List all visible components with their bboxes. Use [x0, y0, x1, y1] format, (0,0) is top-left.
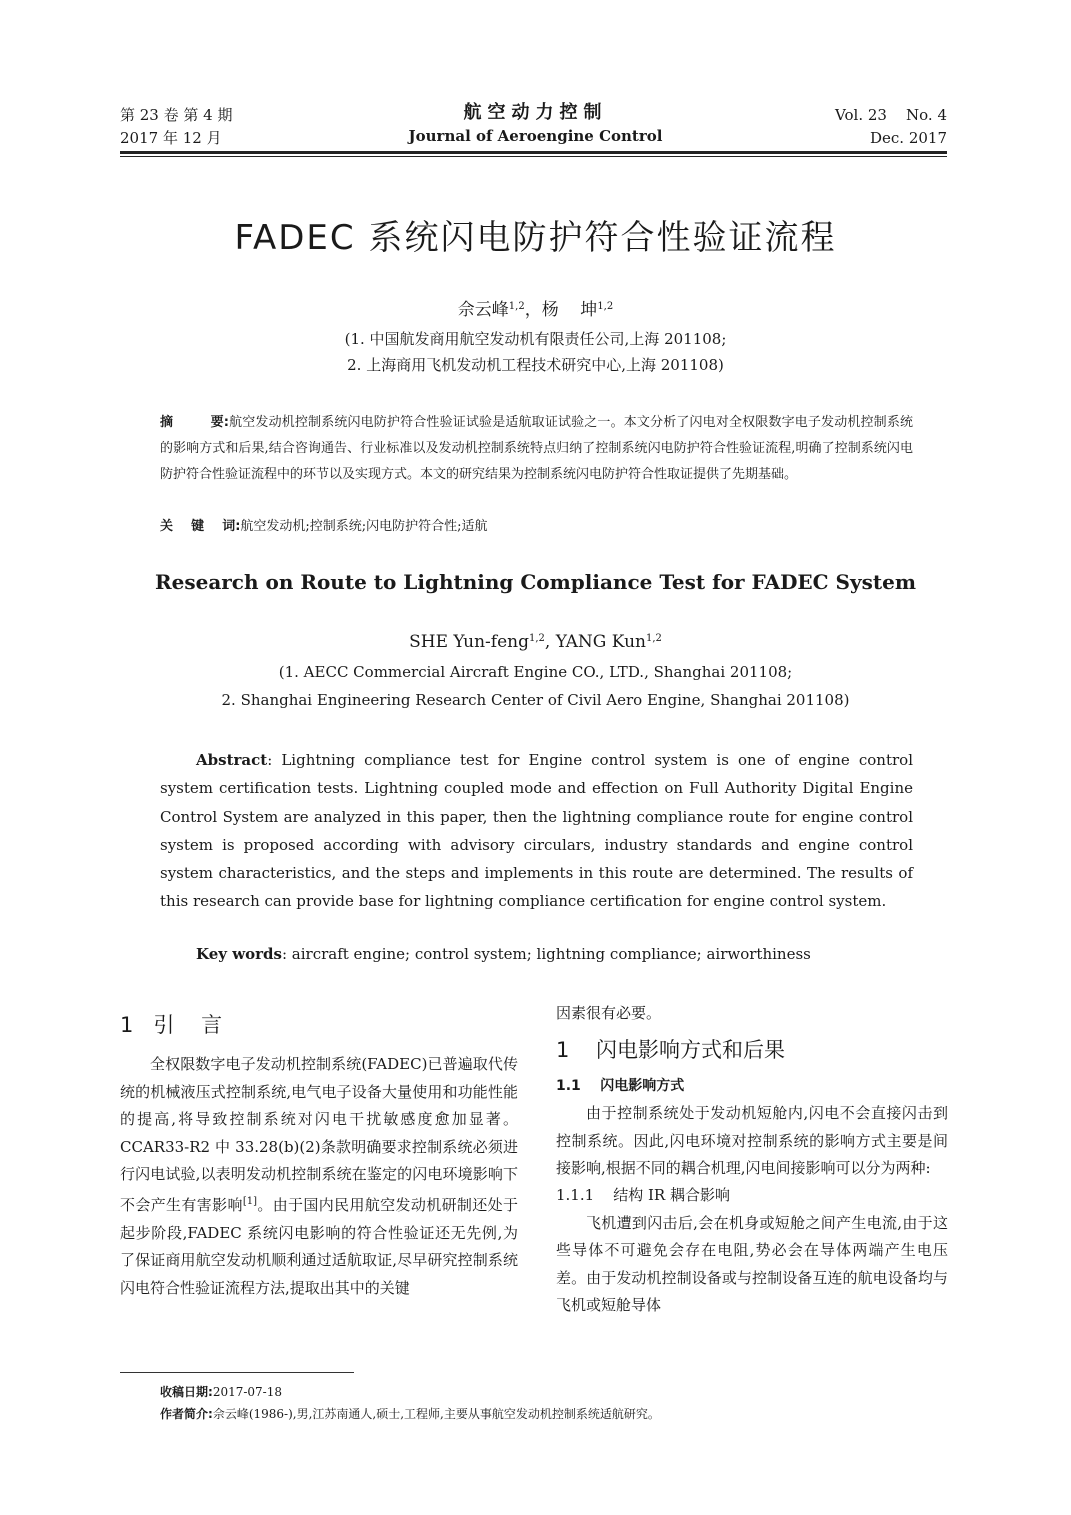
section-heading-lightning: 1 闪电影响方式和后果: [556, 1038, 786, 1063]
header-volume-info-en: [835, 104, 947, 150]
introduction-text-b: 。由于国内民用航空发动机研制还处于起步阶段,FADEC 系统闪电影响的符合性验证还无先例,为了保证商用航空发动机顺利通过适航取证,尽早研究控制系统闪电符合性验证流程方法,提取出其中的关键: [120, 1196, 518, 1297]
abstract-cn: [160, 410, 913, 488]
footnote-received: [160, 1382, 282, 1402]
footnote-received-value: 2017-07-18: [212, 1385, 282, 1399]
author-name-en: SHE Yun-feng: [409, 632, 529, 652]
journal-name-en: Journal of Aeroengine Control: [408, 127, 663, 145]
keywords-en-colon: :: [281, 945, 292, 963]
author-affil-sup: 1,2: [645, 633, 662, 644]
header-date-en: Dec. 2017: [869, 129, 947, 147]
journal-name-cn: 航空动力控制: [463, 102, 608, 123]
abstract-en-label: Abstract: [196, 751, 268, 769]
footnote-author-label: 作者简介:: [160, 1407, 213, 1421]
footnote-author-bio: [160, 1404, 660, 1424]
subsection-heading-1-1: 1.1 闪电影响方式: [556, 1077, 685, 1094]
affiliation-cn-line2: 2. 上海商用飞机发动机工程技术研究中心,上海 201108): [347, 356, 724, 374]
header-vol-no: Vol. 23 No. 4: [835, 106, 947, 124]
header-volume-issue: 第 23 卷 第 4 期: [120, 106, 233, 124]
affiliation-en-line2: 2. Shanghai Engineering Research Center of Civil Aero Engine, Shanghai 201108): [221, 691, 850, 709]
author-name-en: YANG Kun: [555, 632, 646, 652]
author-affil-sup: 1,2: [528, 633, 545, 644]
abstract-en-text: Lightning compliance test for Engine control system is one of engine control system certification tests. Lightning coupled mode and effection on Full Authority Digital Engine Control System are analyzed in this paper, then the lightning compliance route for engine control system is proposed according with advisory circulars, industry standards and engine control system characteristics, and the steps and implements in this route are determined. The results of this research can provide base for lightning compliance certification for engine control system.: [160, 751, 913, 911]
keywords-en-label: Key words: [196, 945, 282, 963]
introduction-paragraph: [120, 1051, 518, 1302]
author-affil-sup: 1,2: [597, 301, 614, 312]
abstract-en-colon: :: [267, 751, 282, 769]
paper-title-cn: FADEC 系统闪电防护符合性验证流程: [234, 218, 837, 258]
abstract-cn-label: 摘 要:: [160, 415, 229, 430]
introduction-continuation: 因素很有必要。: [556, 1004, 662, 1022]
author-separator: ，: [524, 300, 542, 320]
keywords-en-text: aircraft engine; control system; lightning compliance; airworthiness: [291, 945, 811, 963]
author-name: 杨 坤: [541, 300, 598, 320]
keywords-cn: [160, 514, 913, 540]
author-separator: ,: [544, 632, 556, 652]
keywords-cn-label: 关 键 词:: [160, 519, 241, 534]
affiliation-en-line1: (1. AECC Commercial Aircraft Engine CO., LTD., Shanghai 201108;: [278, 663, 793, 681]
column-right: [556, 1000, 948, 1319]
column-left: [120, 1012, 518, 1302]
abstract-en: [160, 746, 913, 916]
keywords-cn-text: 航空发动机;控制系统;闪电防护符合性;适航: [240, 519, 488, 534]
introduction-text-a: 全权限数字电子发动机控制系统(FADEC)已普遍取代传统的机械液压式控制系统,电气电子设备大量使用和功能性能的提高,将导致控制系统对闪电干扰敏感度愈加显著。CCAR33-R2 中 33.28(b)(2)条款明确要求控制系统必须进行闪电试验,以表明发动机控制系统在鉴定的闪电环境影响下不会产生有害影响: [120, 1055, 518, 1215]
citation-ref: [1]: [242, 1196, 257, 1208]
header-rule: [120, 151, 947, 157]
authors-en: [0, 632, 1071, 652]
footnote-received-label: 收稿日期:: [160, 1385, 213, 1399]
authors-cn: [0, 295, 1071, 320]
paper-title-en: Research on Route to Lightning Compliance Test for FADEC System: [154, 570, 916, 594]
header-date-cn: 2017 年 12 月: [120, 129, 222, 147]
subsection-heading-1-1-1: 1.1.1 结构 IR 耦合影响: [556, 1186, 730, 1205]
subsection-1-1-text: 由于控制系统处于发动机短舱内,闪电不会直接闪击到控制系统。因此,闪电环境对控制系统的影响方式主要是间接影响,根据不同的耦合机理,闪电间接影响可以分为两种:: [556, 1104, 948, 1178]
section-heading-introduction: 1 引 言: [120, 1013, 223, 1037]
author-name: 佘云峰: [457, 300, 509, 320]
footnote-author-value: 佘云峰(1986-),男,江苏南通人,硕士,工程师,主要从事航空发动机控制系统适航研究。: [212, 1407, 660, 1421]
footnote-rule: [120, 1372, 354, 1373]
keywords-en: [196, 945, 811, 963]
affiliation-cn-line1: (1. 中国航发商用航空发动机有限责任公司,上海 201108;: [344, 330, 727, 348]
subsection-1-1-1-text: 飞机遭到闪击后,会在机身或短舱之间产生电流,由于这些导体不可避免会存在电阻,势必会在导体两端产生电压差。由于发动机控制设备或与控制设备互连的航电设备均与飞机或短舱导体: [556, 1213, 948, 1315]
abstract-cn-text: 航空发动机控制系统闪电防护符合性验证试验是适航取证试验之一。本文分析了闪电对全权限数字电子发动机控制系统的影响方式和后果,结合咨询通告、行业标准以及发动机控制系统特点归纳了控制系统闪电防护符合性验证流程,明确了控制系统闪电防护符合性验证流程中的环节以及实现方式。本文的研究结果为控制系统闪电防护符合性取证提供了先期基础。: [160, 415, 913, 482]
author-affil-sup: 1,2: [508, 301, 525, 312]
